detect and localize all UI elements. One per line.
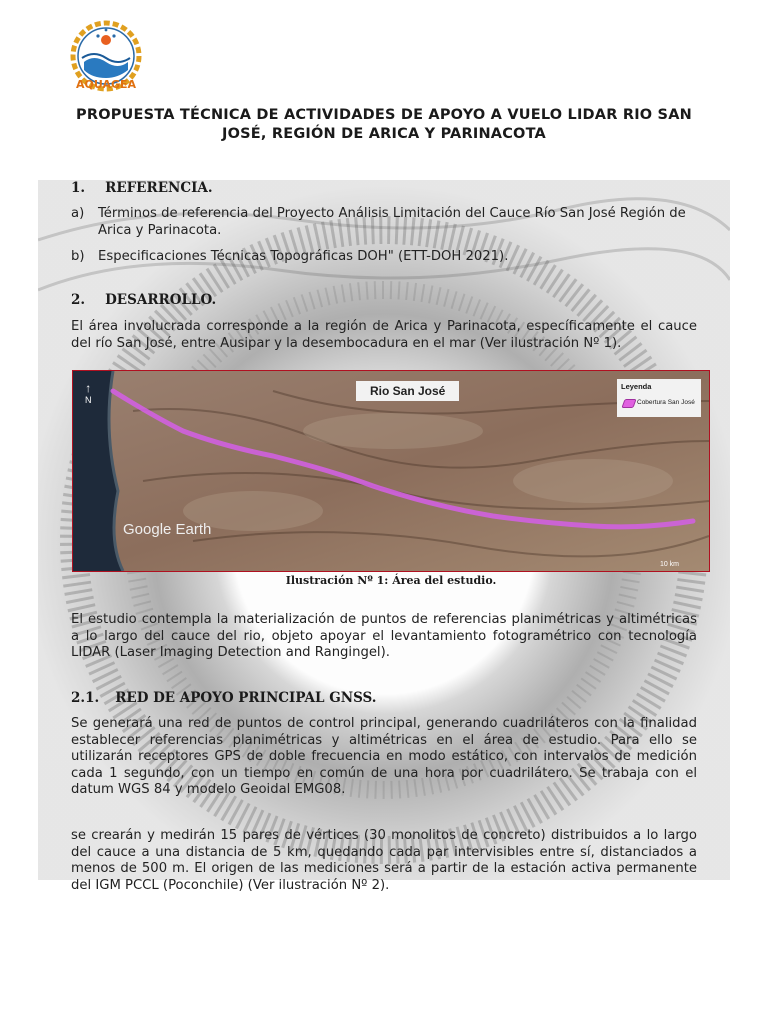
google-earth-watermark: Google Earth <box>123 521 212 538</box>
section-1-heading <box>71 180 213 196</box>
aquagea-logo <box>68 18 144 94</box>
list-item-text: Términos de referencia del Proyecto Análisis Limitación del Cauce Río San José Región de Arica y Parinacota. <box>98 206 686 238</box>
section-2-1-heading <box>71 690 377 706</box>
list-item-text: Especificaciones Técnicas Topográficas DOH" (ETT-DOH 2021). <box>98 249 509 264</box>
map-legend <box>617 379 701 417</box>
section-number: 1. <box>71 180 86 196</box>
legend-title: Leyenda <box>621 382 652 391</box>
reference-item-b <box>71 249 697 266</box>
section-title: DESARROLLO. <box>105 292 217 308</box>
section-number: 2.1. <box>71 690 100 706</box>
map-scale: 10 km <box>659 561 679 568</box>
reference-item-a <box>71 206 697 239</box>
logo-text: AQUAGEA <box>75 78 137 91</box>
map-title: Rio San José <box>356 381 459 401</box>
document-title: PROPUESTA TÉCNICA DE ACTIVIDADES DE APOYO A VUELO LIDAR RIO SAN JOSÉ, REGIÓN DE ARICA Y PARINACOTA <box>76 107 692 142</box>
figure-caption: Ilustración Nº 1: Área del estudio. <box>285 574 497 587</box>
section-2-heading <box>71 292 216 308</box>
section-title: REFERENCIA. <box>105 180 213 196</box>
list-marker: a) <box>71 206 85 221</box>
list-marker: b) <box>71 249 85 264</box>
section-number: 2. <box>71 292 86 308</box>
study-area-map <box>72 370 710 572</box>
legend-swatch <box>621 399 636 408</box>
section-title: RED DE APOYO PRINCIPAL GNSS. <box>115 690 377 706</box>
paragraph-network: Se generará una red de puntos de control principal, generando cuadriláteros con la finalidad establecer referencias planimétricas y altimétricas en el área de estudio. Para ello se utilizarán receptores GPS de doble frecuencia en modo estático, con intervalos de medición cada 1 segundo, con un tiempo en común de una hora por cuadrilátero. Se trabaja con el datum WGS 84 y modelo Geoidal EMG08. <box>71 716 697 798</box>
north-arrow-icon: ↑ N <box>85 381 92 405</box>
paragraph-study: El estudio contempla la materialización de puntos de referencias planimétricas y altimétricas a lo largo del cauce del rio, objeto apoyar el levantamiento fotogramétrico con tecnología LIDAR (Laser Imaging Detection and Rangingel). <box>71 612 697 661</box>
legend-item: Cobertura San José <box>637 399 695 406</box>
paragraph-area: El área involucrada corresponde a la región de Arica y Parinacota, específicamente el cauce del río San José, entre Ausipar y la desembocadura en el mar (Ver ilustración Nº 1). <box>71 319 697 351</box>
paragraph-vertices: se crearán y medirán 15 pares de vértices (30 monolitos de concreto) distribuidos a lo largo del cauce a una distancia de 5 km, quedando cada par intervisibles entre sí, distanciados a menos de 500 m. El origen de las mediciones será a partir de la estación activa permanente del IGM PCCL (Poconchile) (Ver ilustración Nº 2). <box>71 828 697 893</box>
